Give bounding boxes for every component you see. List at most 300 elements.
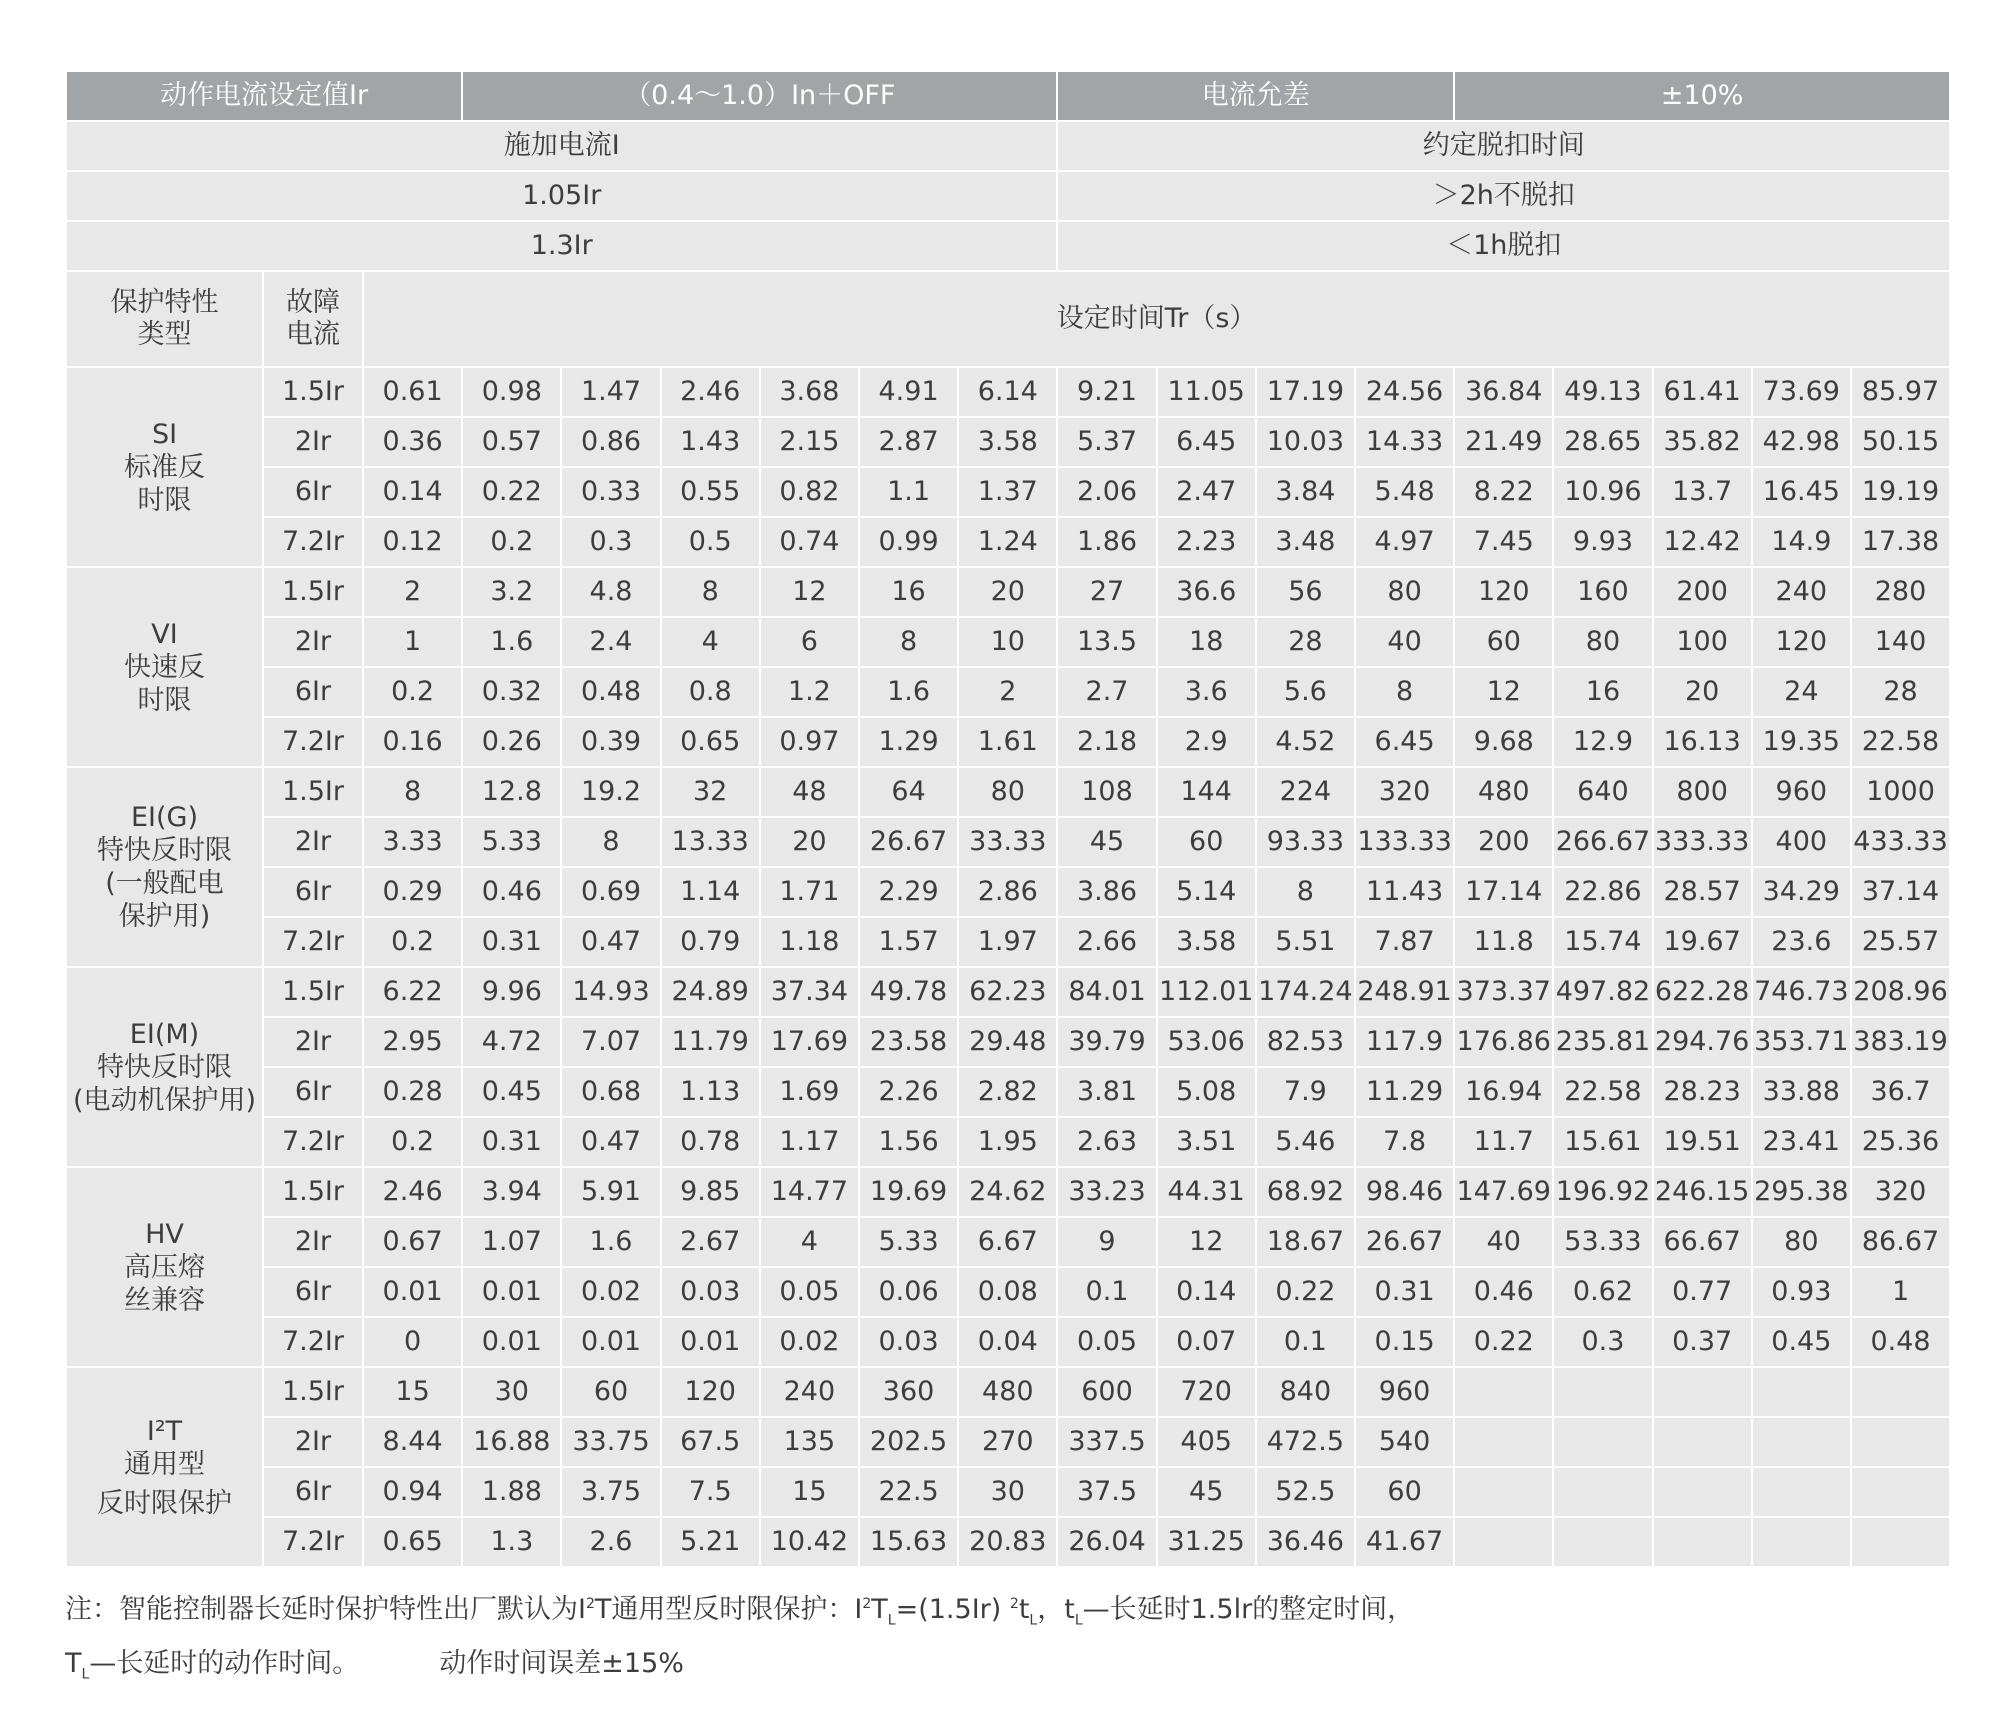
protection-type-line: I²T — [146, 1415, 183, 1447]
set-time-value-cell: 21.49 — [1454, 417, 1553, 467]
set-time-value-cell: 12 — [1157, 1217, 1256, 1267]
set-time-value-cell: 84.01 — [1057, 967, 1156, 1017]
set-time-value-cell: 0.67 — [363, 1217, 462, 1267]
set-time-value-cell: 12.8 — [462, 767, 561, 817]
subscript: L — [1029, 1612, 1038, 1629]
set-time-value-cell: 2.46 — [661, 367, 760, 417]
set-time-value-cell: 120 — [1752, 617, 1851, 667]
set-time-value-cell: 0.62 — [1553, 1267, 1652, 1317]
protection-type-line: 特快反时限 — [97, 1051, 232, 1083]
set-time-value-cell: 383.19 — [1851, 1017, 1950, 1067]
set-time-value-cell: 14.77 — [760, 1167, 859, 1217]
set-time-value-cell: 41.67 — [1355, 1517, 1454, 1567]
footnote-text: T — [871, 1594, 888, 1625]
set-time-value-cell: 720 — [1157, 1367, 1256, 1417]
set-time-value-cell: 3.81 — [1057, 1067, 1156, 1117]
protection-type-cell — [66, 767, 263, 967]
protection-type-line: VI — [151, 618, 178, 650]
set-time-value-cell: 19.67 — [1653, 917, 1752, 967]
footnote-text: 动作时间误差±15% — [439, 1648, 684, 1680]
set-time-value-cell: 44.31 — [1157, 1167, 1256, 1217]
footnote-text: 注：智能控制器长延时保护特性出厂默认为I — [65, 1594, 586, 1625]
set-time-value-cell: 34.29 — [1752, 867, 1851, 917]
protection-type-line: 丝兼容 — [124, 1284, 205, 1316]
set-time-value-cell: 0.79 — [661, 917, 760, 967]
set-time-value-cell: 0.68 — [561, 1067, 660, 1117]
set-time-value-cell: 26.67 — [859, 817, 958, 867]
set-time-value-cell — [1752, 1517, 1851, 1567]
set-time-value-cell: 373.37 — [1454, 967, 1553, 1017]
set-time-value-cell: 6.45 — [1157, 417, 1256, 467]
set-time-value-cell: 20.83 — [958, 1517, 1057, 1567]
set-time-value-cell: 3.51 — [1157, 1117, 1256, 1167]
set-time-value-cell: 24.56 — [1355, 367, 1454, 417]
set-time-value-cell: 1.2 — [760, 667, 859, 717]
set-time-value-cell: 0.28 — [363, 1067, 462, 1117]
setting-value: （0.4～1.0）In＋OFF — [462, 71, 1057, 121]
set-time-value-cell: 16 — [1553, 667, 1652, 717]
set-time-value-cell: 1 — [363, 617, 462, 667]
set-time-value-cell: 0.26 — [462, 717, 561, 767]
set-time-value-cell: 4.52 — [1256, 717, 1355, 767]
set-time-value-cell: 6.45 — [1355, 717, 1454, 767]
set-time-value-cell: 4 — [661, 617, 760, 667]
set-time-value-cell: 1.3 — [462, 1517, 561, 1567]
protection-type-line: 时限 — [137, 484, 192, 516]
table-row — [66, 1117, 1950, 1167]
set-time-value-cell — [1553, 1417, 1652, 1467]
set-time-value-cell: 0.31 — [462, 1117, 561, 1167]
set-time-value-cell — [1851, 1467, 1950, 1517]
set-time-value-cell: 0.2 — [363, 917, 462, 967]
fault-current-cell: 1.5Ir — [263, 567, 363, 617]
set-time-value-cell: 17.69 — [760, 1017, 859, 1067]
set-time-value-cell: 9.21 — [1057, 367, 1156, 417]
protection-type-cell — [66, 367, 263, 567]
set-time-value-cell: 622.28 — [1653, 967, 1752, 1017]
set-time-value-cell: 42.98 — [1752, 417, 1851, 467]
set-time-value-cell: 28.65 — [1553, 417, 1652, 467]
set-time-value-cell: 3.2 — [462, 567, 561, 617]
set-time-value-cell: 1.88 — [462, 1467, 561, 1517]
fault-current-cell: 6Ir — [263, 467, 363, 517]
table-row — [66, 367, 1950, 417]
protection-type-line: 保护用) — [118, 901, 211, 932]
set-time-value-cell: 0.01 — [462, 1317, 561, 1367]
set-time-value-cell: 1.1 — [859, 467, 958, 517]
set-time-value-cell: 3.6 — [1157, 667, 1256, 717]
set-time-value-cell: 27 — [1057, 567, 1156, 617]
set-time-value-cell: 13.7 — [1653, 467, 1752, 517]
set-time-value-cell: 1000 — [1851, 767, 1950, 817]
set-time-value-cell: 2 — [363, 567, 462, 617]
protection-characteristics-table-wrapper — [65, 70, 1949, 1568]
set-time-value-cell: 0.5 — [661, 517, 760, 567]
set-time-value-cell: 2.63 — [1057, 1117, 1156, 1167]
set-time-value-cell: 16.88 — [462, 1417, 561, 1467]
set-time-value-cell: 19.35 — [1752, 717, 1851, 767]
footnote-text: =(1.5Ir) — [895, 1594, 1002, 1625]
set-time-value-cell: 1.6 — [561, 1217, 660, 1267]
set-time-value-cell: 0.02 — [760, 1317, 859, 1367]
set-time-value-cell: 45 — [1157, 1467, 1256, 1517]
set-time-value-cell: 6.22 — [363, 967, 462, 1017]
set-time-value-cell: 112.01 — [1157, 967, 1256, 1017]
footnote-text: —长延时1.5lr的整定时间， — [1082, 1594, 1415, 1625]
set-time-value-cell: 60 — [561, 1367, 660, 1417]
set-time-value-cell: 20 — [760, 817, 859, 867]
fault-current-cell: 7.2Ir — [263, 1117, 363, 1167]
set-time-value-cell: 15 — [363, 1367, 462, 1417]
set-time-value-cell: 0.47 — [561, 1117, 660, 1167]
set-time-value-cell: 16.94 — [1454, 1067, 1553, 1117]
set-time-value-cell: 2.15 — [760, 417, 859, 467]
set-time-value-cell: 0.82 — [760, 467, 859, 517]
set-time-value-cell — [1553, 1467, 1652, 1517]
set-time-value-cell: 53.33 — [1553, 1217, 1652, 1267]
protection-type-line: 标准反 — [124, 451, 205, 483]
type-column-header: 保护特性类型 — [66, 271, 263, 367]
set-time-value-cell: 0.01 — [363, 1267, 462, 1317]
set-time-value-cell — [1454, 1517, 1553, 1567]
set-time-value-cell: 1.37 — [958, 467, 1057, 517]
set-time-value-cell: 0.16 — [363, 717, 462, 767]
set-time-value-cell: 5.46 — [1256, 1117, 1355, 1167]
fault-current-column-header: 故障电流 — [263, 271, 363, 367]
set-time-value-cell: 1.13 — [661, 1067, 760, 1117]
set-time-value-cell: 2.26 — [859, 1067, 958, 1117]
set-time-value-cell: 270 — [958, 1417, 1057, 1467]
set-time-value-cell: 25.57 — [1851, 917, 1950, 967]
set-time-value-cell: 174.24 — [1256, 967, 1355, 1017]
set-time-value-cell: 33.75 — [561, 1417, 660, 1467]
set-time-value-cell: 7.5 — [661, 1467, 760, 1517]
conventional-trip-time-label: 约定脱扣时间 — [1057, 121, 1950, 171]
set-time-value-cell: 15.74 — [1553, 917, 1652, 967]
set-time-value-cell: 33.33 — [958, 817, 1057, 867]
set-time-value-cell: 93.33 — [1256, 817, 1355, 867]
set-time-value-cell: 40 — [1355, 617, 1454, 667]
set-time-value-cell: 800 — [1653, 767, 1752, 817]
set-time-value-cell: 0.74 — [760, 517, 859, 567]
set-time-value-cell: 30 — [958, 1467, 1057, 1517]
set-time-value-cell — [1454, 1467, 1553, 1517]
set-time-value-cell: 7.8 — [1355, 1117, 1454, 1167]
set-time-value-cell: 26.67 — [1355, 1217, 1454, 1267]
protection-type-cell — [66, 1167, 263, 1367]
set-time-value-cell: 1.07 — [462, 1217, 561, 1267]
fault-current-cell: 6Ir — [263, 1467, 363, 1517]
characteristics-header-row — [66, 271, 1950, 367]
table-row — [66, 1517, 1950, 1567]
set-time-value-cell: 1.18 — [760, 917, 859, 967]
set-time-value-cell: 0.22 — [1256, 1267, 1355, 1317]
set-time-value-cell: 12.9 — [1553, 717, 1652, 767]
set-time-value-cell: 2 — [958, 667, 1057, 717]
set-time-value-cell: 0.55 — [661, 467, 760, 517]
fault-current-cell: 2Ir — [263, 617, 363, 667]
set-time-value-cell — [1653, 1517, 1752, 1567]
set-time-value-cell: 12.42 — [1653, 517, 1752, 567]
protection-type-line: EI(G) — [130, 802, 198, 833]
set-time-value-cell: 0.77 — [1653, 1267, 1752, 1317]
set-time-value-cell: 133.33 — [1355, 817, 1454, 867]
set-time-value-cell: 33.88 — [1752, 1067, 1851, 1117]
set-time-value-cell: 0.86 — [561, 417, 660, 467]
set-time-value-cell: 9 — [1057, 1217, 1156, 1267]
set-time-value-cell: 5.51 — [1256, 917, 1355, 967]
set-time-value-cell: 20 — [1653, 667, 1752, 717]
set-time-value-cell: 0.48 — [1851, 1317, 1950, 1367]
set-time-value-cell: 2.87 — [859, 417, 958, 467]
set-time-value-cell: 0.65 — [363, 1517, 462, 1567]
protection-type-line: EI(M) — [129, 1018, 200, 1050]
set-time-value-cell: 2.9 — [1157, 717, 1256, 767]
set-time-value-cell — [1851, 1417, 1950, 1467]
set-time-value-cell — [1752, 1467, 1851, 1517]
set-time-value-cell: 56 — [1256, 567, 1355, 617]
set-time-value-cell: 31.25 — [1157, 1517, 1256, 1567]
set-time-value-cell: 0.61 — [363, 367, 462, 417]
set-time-value-cell: 2.7 — [1057, 667, 1156, 717]
protection-type-cell — [66, 567, 263, 767]
set-time-value-cell: 0.78 — [661, 1117, 760, 1167]
set-time-value-cell: 0.31 — [1355, 1267, 1454, 1317]
set-time-value-cell: 80 — [1355, 567, 1454, 617]
set-time-value-cell: 45 — [1057, 817, 1156, 867]
set-time-value-cell: 33.23 — [1057, 1167, 1156, 1217]
set-time-value-cell: 37.34 — [760, 967, 859, 1017]
fault-current-cell: 6Ir — [263, 867, 363, 917]
set-time-value-cell: 840 — [1256, 1367, 1355, 1417]
set-time-value-cell: 480 — [1454, 767, 1553, 817]
set-time-value-cell: 64 — [859, 767, 958, 817]
table-row — [66, 867, 1950, 917]
set-time-value-cell: 24.62 — [958, 1167, 1057, 1217]
set-time-value-cell: 1.71 — [760, 867, 859, 917]
set-time-value-cell: 1.29 — [859, 717, 958, 767]
set-time-value-cell: 7.45 — [1454, 517, 1553, 567]
set-time-value-cell: 0.2 — [363, 667, 462, 717]
table-row — [66, 567, 1950, 617]
tolerance-label: 电流允差 — [1057, 71, 1454, 121]
set-time-value-cell: 15 — [760, 1467, 859, 1517]
set-time-value-cell: 60 — [1355, 1467, 1454, 1517]
set-time-value-cell: 36.84 — [1454, 367, 1553, 417]
set-time-value-cell: 13.5 — [1057, 617, 1156, 667]
set-time-value-cell: 22.86 — [1553, 867, 1652, 917]
set-time-value-cell: 960 — [1355, 1367, 1454, 1417]
set-time-value-cell: 3.84 — [1256, 467, 1355, 517]
subscript: L — [1074, 1612, 1083, 1629]
set-time-value-cell: 22.58 — [1851, 717, 1950, 767]
conventional-row — [66, 171, 1950, 221]
set-time-value-cell: 36.7 — [1851, 1067, 1950, 1117]
set-time-value-cell: 29.48 — [958, 1017, 1057, 1067]
set-time-value-cell: 9.93 — [1553, 517, 1652, 567]
set-time-value-cell: 16.45 — [1752, 467, 1851, 517]
set-time-value-cell: 480 — [958, 1367, 1057, 1417]
fault-current-cell: 1.5Ir — [263, 1167, 363, 1217]
set-time-value-cell: 0.48 — [561, 667, 660, 717]
table-row — [66, 767, 1950, 817]
set-time-value-cell: 1.14 — [661, 867, 760, 917]
set-time-value-cell: 600 — [1057, 1367, 1156, 1417]
set-time-value-cell: 1.17 — [760, 1117, 859, 1167]
set-time-value-cell: 0.2 — [462, 517, 561, 567]
set-time-value-cell: 10.03 — [1256, 417, 1355, 467]
set-time-value-cell: 2.4 — [561, 617, 660, 667]
set-time-value-cell: 0.04 — [958, 1317, 1057, 1367]
footnote-text: —长延时的动作时间。 — [89, 1648, 360, 1680]
set-time-value-cell: 0.36 — [363, 417, 462, 467]
set-time-value-cell: 160 — [1553, 567, 1652, 617]
footnote-text: t — [1018, 1594, 1030, 1625]
setting-label: 动作电流设定值Ir — [66, 71, 462, 121]
set-time-value-cell: 0.1 — [1256, 1317, 1355, 1367]
set-time-value-cell: 11.43 — [1355, 867, 1454, 917]
set-time-value-cell: 294.76 — [1653, 1017, 1752, 1067]
set-time-value-cell: 5.33 — [462, 817, 561, 867]
set-time-value-cell: 15.63 — [859, 1517, 958, 1567]
set-time-value-cell: 1.24 — [958, 517, 1057, 567]
set-time-value-cell: 36.6 — [1157, 567, 1256, 617]
set-time-value-cell: 280 — [1851, 567, 1950, 617]
set-time-value-cell: 12 — [760, 567, 859, 617]
set-time-value-cell: 0.29 — [363, 867, 462, 917]
conventional-time: ＜1h脱扣 — [1057, 221, 1950, 271]
set-time-value-cell: 1.61 — [958, 717, 1057, 767]
set-time-value-cell: 11.8 — [1454, 917, 1553, 967]
protection-type-line: 通用型 — [124, 1448, 205, 1480]
set-time-value-cell: 0.08 — [958, 1267, 1057, 1317]
set-time-value-cell: 8.22 — [1454, 467, 1553, 517]
applied-current-label: 施加电流I — [66, 121, 1057, 171]
set-time-value-cell: 0.39 — [561, 717, 660, 767]
set-time-value-cell: 202.5 — [859, 1417, 958, 1467]
set-time-value-cell: 144 — [1157, 767, 1256, 817]
table-row — [66, 467, 1950, 517]
set-time-value-cell: 3.33 — [363, 817, 462, 867]
set-time-value-cell: 53.06 — [1157, 1017, 1256, 1067]
set-time-value-cell: 80 — [1752, 1217, 1851, 1267]
set-time-value-cell — [1653, 1417, 1752, 1467]
set-time-value-cell: 337.5 — [1057, 1417, 1156, 1467]
set-time-value-cell: 200 — [1454, 817, 1553, 867]
set-time-value-cell: 22.58 — [1553, 1067, 1652, 1117]
set-time-value-cell: 0.22 — [1454, 1317, 1553, 1367]
set-time-value-cell: 0.31 — [462, 917, 561, 967]
set-time-value-cell — [1653, 1367, 1752, 1417]
set-time-value-cell: 0.12 — [363, 517, 462, 567]
set-time-value-cell: 22.5 — [859, 1467, 958, 1517]
set-time-value-cell: 120 — [1454, 567, 1553, 617]
set-time-value-cell: 19.51 — [1653, 1117, 1752, 1167]
set-time-value-cell: 266.67 — [1553, 817, 1652, 867]
fault-current-cell: 1.5Ir — [263, 1367, 363, 1417]
set-time-value-cell: 9.68 — [1454, 717, 1553, 767]
set-time-value-cell: 17.38 — [1851, 517, 1950, 567]
set-time-value-cell: 49.13 — [1553, 367, 1652, 417]
set-time-value-cell: 3.75 — [561, 1467, 660, 1517]
set-time-value-cell: 248.91 — [1355, 967, 1454, 1017]
set-time-value-cell: 0.15 — [1355, 1317, 1454, 1367]
fault-current-cell: 2Ir — [263, 1017, 363, 1067]
protection-type-line: SI — [151, 418, 178, 450]
set-time-value-cell: 24 — [1752, 667, 1851, 717]
set-time-value-cell: 16.13 — [1653, 717, 1752, 767]
set-time-value-cell: 960 — [1752, 767, 1851, 817]
protection-type-cell — [66, 1367, 263, 1567]
set-time-value-cell: 117.9 — [1355, 1017, 1454, 1067]
fault-current-cell: 7.2Ir — [263, 717, 363, 767]
set-time-value-cell: 147.69 — [1454, 1167, 1553, 1217]
set-time-value-cell: 11.7 — [1454, 1117, 1553, 1167]
set-time-value-cell: 16 — [859, 567, 958, 617]
footnote-line-1 — [65, 1582, 1949, 1642]
set-time-value-cell: 0.05 — [1057, 1317, 1156, 1367]
set-time-value-cell: 28 — [1851, 667, 1950, 717]
set-time-value-cell: 5.14 — [1157, 867, 1256, 917]
superscript: 2 — [585, 1596, 595, 1612]
set-time-value-cell: 1 — [1851, 1267, 1950, 1317]
set-time-value-cell: 9.96 — [462, 967, 561, 1017]
set-time-value-cell: 60 — [1157, 817, 1256, 867]
set-time-value-cell: 240 — [760, 1367, 859, 1417]
set-time-value-cell: 52.5 — [1256, 1467, 1355, 1517]
table-row — [66, 967, 1950, 1017]
conventional-current: 1.3Ir — [66, 221, 1057, 271]
protection-type-line: 反时限保护 — [97, 1487, 232, 1519]
set-time-value-cell: 2.47 — [1157, 467, 1256, 517]
set-time-value-cell: 8 — [661, 567, 760, 617]
fault-current-cell: 2Ir — [263, 417, 363, 467]
set-time-value-cell: 6 — [760, 617, 859, 667]
set-time-value-cell — [1454, 1367, 1553, 1417]
protection-type-line: 特快反时限 — [97, 835, 232, 866]
fault-current-cell: 6Ir — [263, 667, 363, 717]
set-time-value-cell: 18 — [1157, 617, 1256, 667]
set-time-value-cell: 28.57 — [1653, 867, 1752, 917]
set-time-value-cell: 23.41 — [1752, 1117, 1851, 1167]
set-time-value-cell: 246.15 — [1653, 1167, 1752, 1217]
set-time-value-cell: 36.46 — [1256, 1517, 1355, 1567]
set-time-value-cell: 8 — [561, 817, 660, 867]
set-time-value-cell: 7.9 — [1256, 1067, 1355, 1117]
set-time-value-cell: 24.89 — [661, 967, 760, 1017]
table-row — [66, 1017, 1950, 1067]
set-time-value-cell: 19.19 — [1851, 467, 1950, 517]
set-time-value-cell: 11.79 — [661, 1017, 760, 1067]
set-time-value-cell: 0.05 — [760, 1267, 859, 1317]
set-time-value-cell: 1.47 — [561, 367, 660, 417]
set-time-value-cell: 5.91 — [561, 1167, 660, 1217]
set-time-value-cell: 4 — [760, 1217, 859, 1267]
set-time-value-cell: 0.99 — [859, 517, 958, 567]
set-time-value-cell: 3.86 — [1057, 867, 1156, 917]
set-time-value-cell: 0.65 — [661, 717, 760, 767]
set-time-value-cell: 0.01 — [661, 1317, 760, 1367]
set-time-value-cell: 8 — [859, 617, 958, 667]
protection-type-line: (一般配电 — [105, 868, 224, 899]
set-time-value-cell: 35.82 — [1653, 417, 1752, 467]
set-time-value-cell: 140 — [1851, 617, 1950, 667]
set-time-value-cell — [1553, 1367, 1652, 1417]
set-time-value-cell: 0.45 — [1752, 1317, 1851, 1367]
set-time-value-cell — [1553, 1517, 1652, 1567]
protection-type-line: 快速反 — [124, 651, 205, 683]
set-time-value-cell: 540 — [1355, 1417, 1454, 1467]
